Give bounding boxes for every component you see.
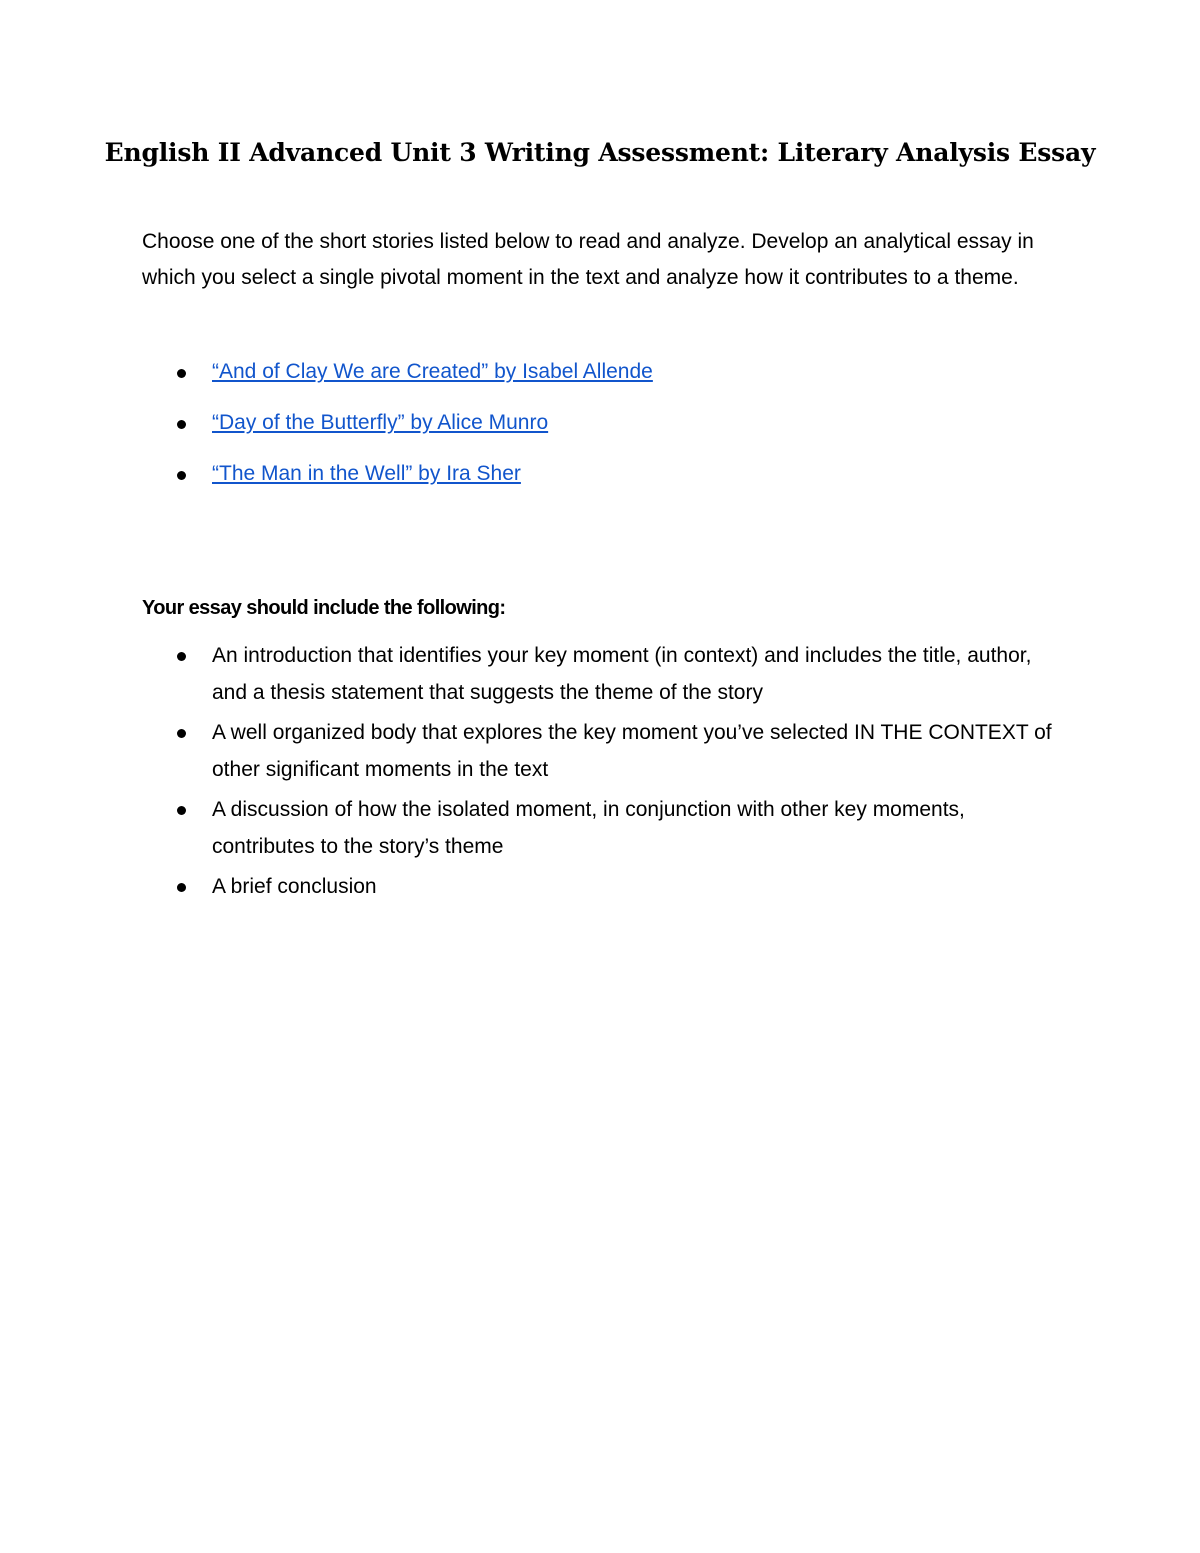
bullet-icon [177,652,186,661]
list-item [0,791,1062,865]
list-item [0,637,1062,711]
requirements-list [0,637,1200,908]
requirement-text: A well organized body that explores the key moment you’ve selected IN THE CONTEXT of other significant moments in the text [212,721,1052,781]
story-list [0,354,1200,507]
intro-paragraph: Choose one of the short stories listed below to read and analyze. Develop an analytical essay in which you select a single pivotal moment in the text and analyze how it contributes to a theme. [142,230,1034,289]
bullet-icon [177,729,186,738]
story-link-allende[interactable]: “And of Clay We are Created” by Isabel Allende [212,360,653,383]
list-item [0,868,1062,905]
story-link-munro[interactable]: “Day of the Butterfly” by Alice Munro [212,411,549,434]
list-item [0,714,1062,788]
requirements-heading: Your essay should include the following: [142,597,506,619]
list-item [0,405,1200,456]
requirement-text: A brief conclusion [212,875,377,898]
bullet-icon [177,806,186,815]
list-item [0,354,1200,405]
bullet-icon [177,471,186,480]
story-link-sher[interactable]: “The Man in the Well” by Ira Sher [212,462,521,485]
page-title: English II Advanced Unit 3 Writing Assessment: Literary Analysis Essay [104,138,1096,167]
list-item [0,456,1200,507]
requirement-text: A discussion of how the isolated moment, in conjunction with other key moments, contributes to the story’s theme [212,798,965,858]
bullet-icon [177,420,186,429]
requirement-text: An introduction that identifies your key moment (in context) and includes the title, author, and a thesis statement that suggests the theme of the story [212,644,1032,704]
bullet-icon [177,883,186,892]
bullet-icon [177,369,186,378]
